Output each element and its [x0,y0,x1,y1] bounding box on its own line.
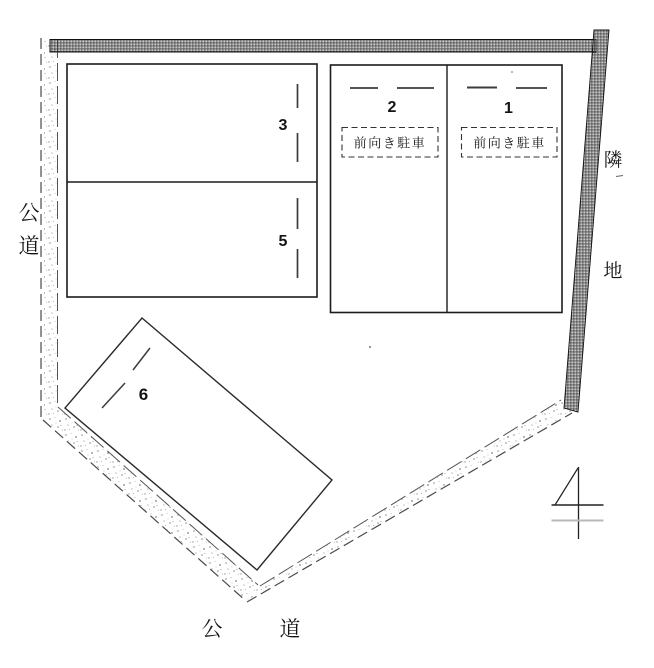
road-bottom-char-1: 公 [201,617,223,641]
parcel-1-2 [331,65,563,313]
space-1-label: 1 [504,100,513,117]
left-strip-stipple [44,38,58,419]
artifact-dot [369,346,371,348]
parcel-3-5-outline [67,64,317,297]
adjacent-land-label [603,149,622,282]
adjacent-land-char-1: 隣 [603,150,623,171]
figure-4-mark [552,467,604,539]
boundary-right-hatch [564,30,609,412]
front-parking-note-1: 前向き駐車 [473,135,546,151]
figure-4-diagonal-line [555,468,578,505]
space-6-label: 6 [138,385,149,404]
right-hatch-strip [564,30,609,412]
parcel-3-5 [67,64,317,297]
road-left-char-1: 公 [18,201,40,225]
road-label-bottom [202,617,301,641]
adjacent-land-char-2: 地 [603,261,623,282]
space-3-label: 3 [278,117,288,134]
space-5-label: 5 [278,233,288,250]
top-hatch-strip [50,40,596,53]
road-left-char-2: 道 [18,234,40,258]
road-label-left [19,201,40,258]
parcel-1-2-outline [331,65,563,313]
artifact-dash [616,176,623,177]
front-parking-note-2: 前向き駐車 [353,135,427,151]
road-bottom-char-2: 道 [279,617,301,641]
artifact-dot-2 [511,71,513,73]
boundary-left-road-strip [41,38,58,421]
space-2-label: 2 [387,99,397,116]
boundary-top-hatch [50,40,596,53]
